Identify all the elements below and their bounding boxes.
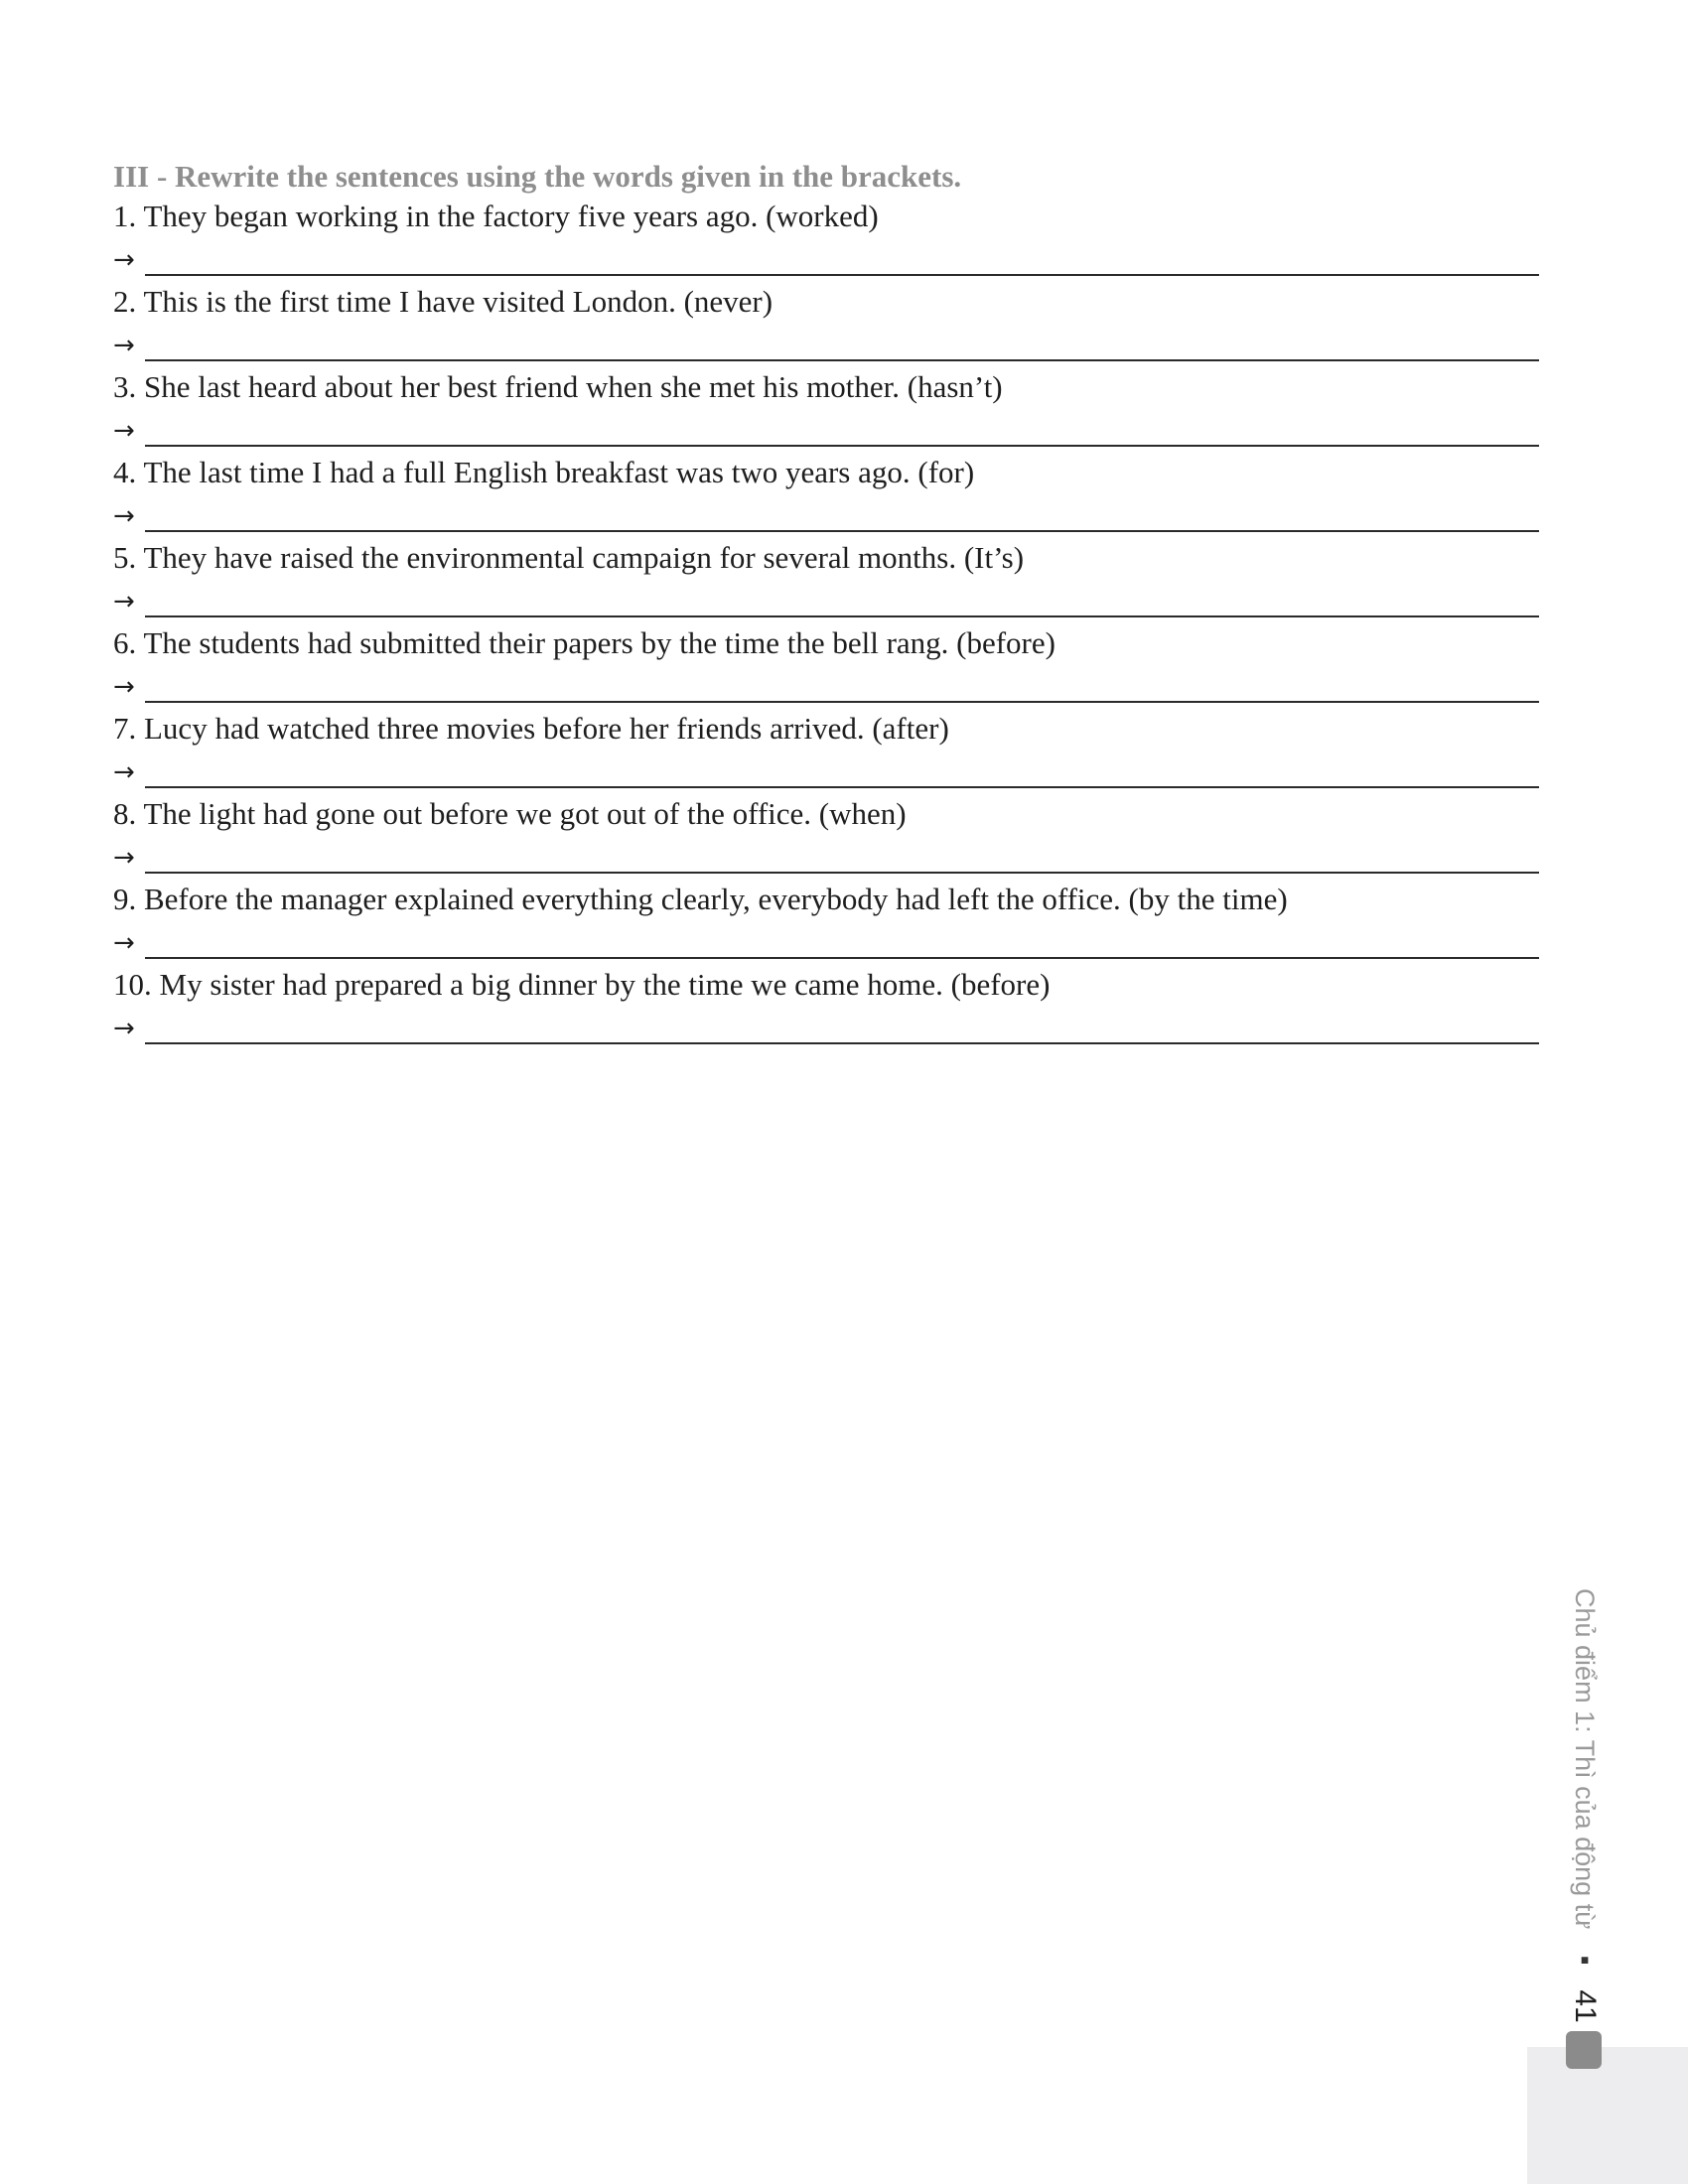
answer-line[interactable] — [145, 872, 1539, 874]
exercise-item — [113, 623, 1539, 709]
arrow-icon: → — [113, 928, 135, 958]
answer-line[interactable] — [145, 359, 1539, 361]
section-title: III - Rewrite the sentences using the words given in the brackets. — [113, 159, 962, 194]
arrow-icon: → — [113, 501, 135, 531]
arrow-icon: → — [113, 245, 135, 275]
answer-row — [113, 582, 1539, 623]
arrow-icon: → — [113, 672, 135, 702]
exercise-question: 6. The students had submitted their papers by the time the bell rang. (before) — [113, 625, 1055, 660]
exercise-item — [113, 794, 1539, 880]
answer-line[interactable] — [145, 274, 1539, 276]
exercise-question: 2. This is the first time I have visited London. (never) — [113, 284, 774, 319]
answer-row — [113, 1009, 1539, 1050]
separator-icon: ▪ — [1570, 1944, 1600, 1975]
exercise-item — [113, 367, 1539, 453]
answer-row — [113, 667, 1539, 709]
exercise-question: 4. The last time I had a full English breakfast was two years ago. (for) — [113, 455, 975, 489]
exercise-item — [113, 538, 1539, 623]
exercise-question: 9. Before the manager explained everything clearly, everybody had left the office. (by the time) — [113, 882, 1288, 916]
answer-line[interactable] — [145, 445, 1539, 447]
page-corner-tab — [1527, 2047, 1688, 2184]
arrow-icon: → — [113, 416, 135, 446]
exercise-item — [113, 197, 1539, 282]
exercise-item — [113, 709, 1539, 794]
answer-row — [113, 752, 1539, 794]
answer-row — [113, 838, 1539, 880]
worksheet-content — [113, 157, 1539, 1050]
exercise-question: 8. The light had gone out before we got out of the office. (when) — [113, 796, 907, 831]
exercise-item — [113, 453, 1539, 538]
chapter-footer — [1565, 1588, 1605, 2076]
answer-row — [113, 411, 1539, 453]
answer-line[interactable] — [145, 615, 1539, 617]
arrow-icon: → — [113, 331, 135, 360]
arrow-icon: → — [113, 843, 135, 873]
exercise-question: 3. She last heard about her best friend when she met his mother. (hasn’t) — [113, 369, 1003, 404]
arrow-icon: → — [113, 757, 135, 787]
exercise-item — [113, 282, 1539, 367]
exercise-list — [113, 197, 1539, 1050]
answer-row — [113, 923, 1539, 965]
exercise-item — [113, 965, 1539, 1050]
page-number: 41 — [1569, 1989, 1602, 2023]
answer-line[interactable] — [145, 957, 1539, 959]
exercise-question: 1. They began working in the factory five years ago. (worked) — [113, 199, 879, 233]
answer-row — [113, 326, 1539, 367]
answer-row — [113, 240, 1539, 282]
answer-line[interactable] — [145, 786, 1539, 788]
answer-line[interactable] — [145, 701, 1539, 703]
exercise-question: 5. They have raised the environmental campaign for several months. (It’s) — [113, 540, 1025, 575]
exercise-item — [113, 880, 1539, 965]
chapter-title: Chủ điểm 1: Thì của động từ — [1570, 1588, 1600, 1930]
page-tab-marker-icon — [1566, 2031, 1602, 2069]
answer-line[interactable] — [145, 530, 1539, 532]
arrow-icon: → — [113, 1014, 135, 1043]
exercise-question: 7. Lucy had watched three movies before her friends arrived. (after) — [113, 711, 949, 746]
arrow-icon: → — [113, 587, 135, 616]
exercise-question: 10. My sister had prepared a big dinner by the time we came home. (before) — [113, 967, 1051, 1002]
answer-line[interactable] — [145, 1042, 1539, 1044]
answer-row — [113, 496, 1539, 538]
